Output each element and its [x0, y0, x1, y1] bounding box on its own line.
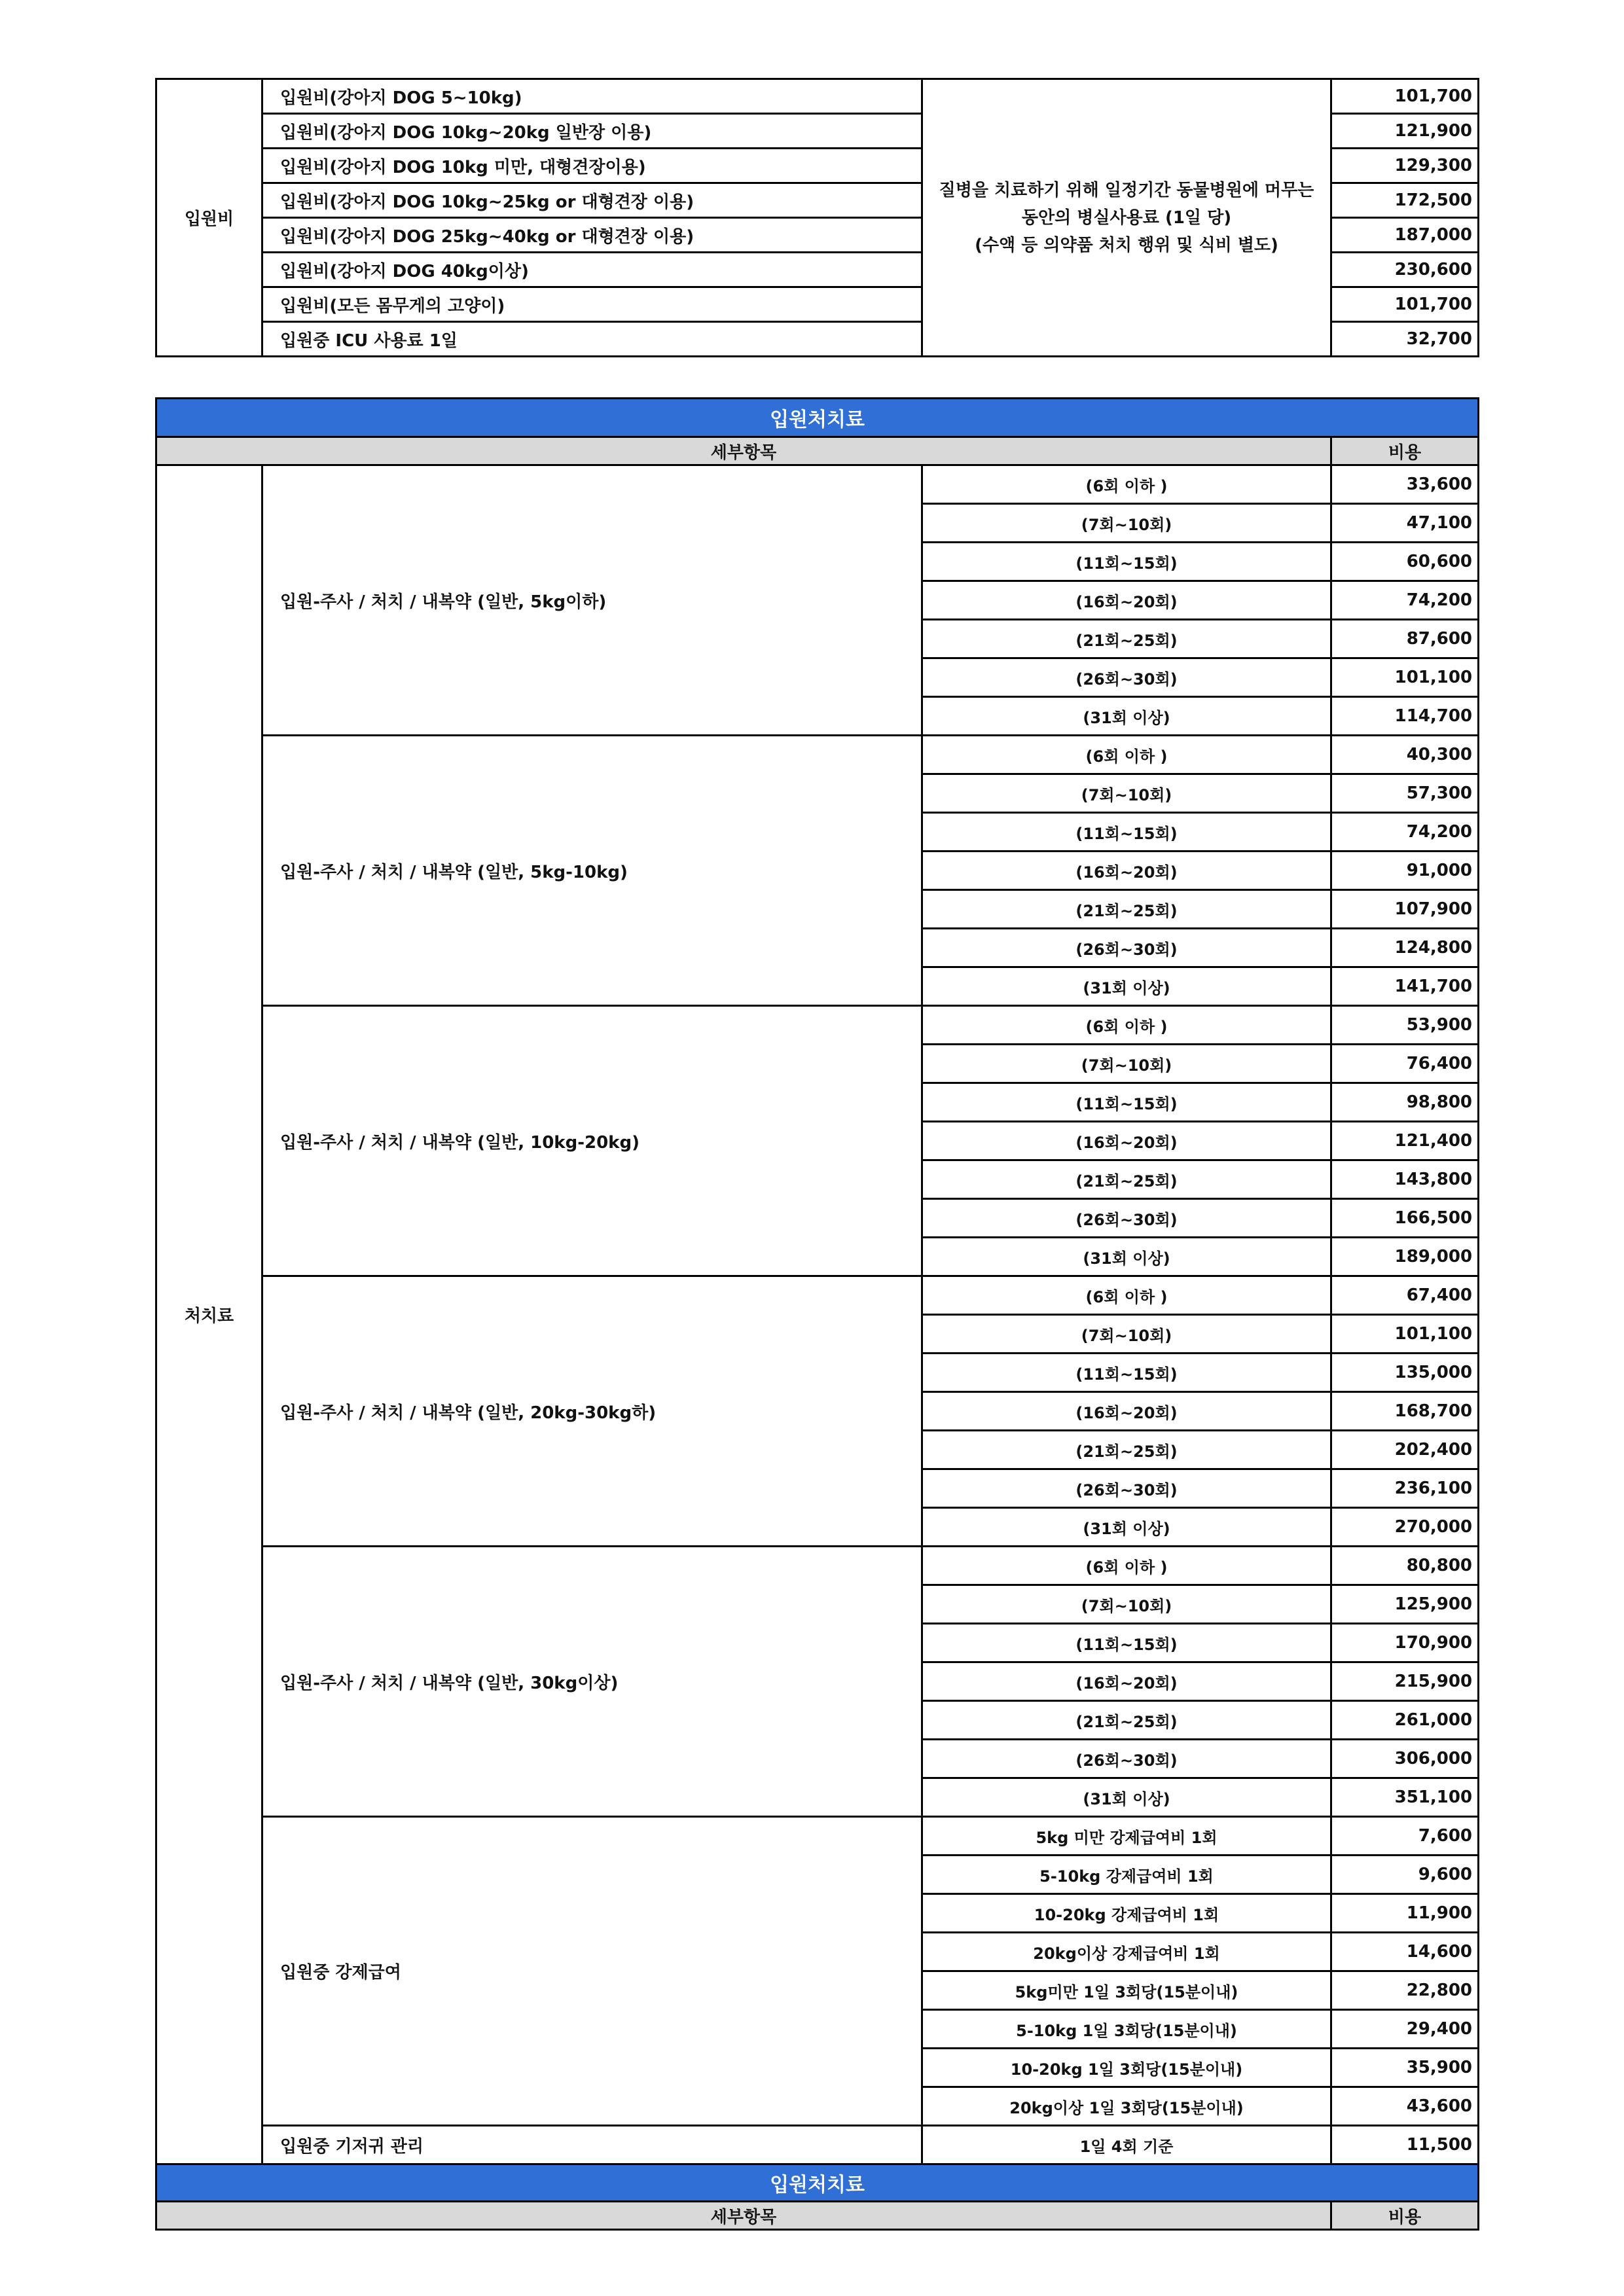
table-row	[156, 736, 1479, 774]
sub-item: (16회~20회)	[922, 1122, 1331, 1160]
group-item-name: 입원-주사 / 처치 / 내복약 (일반, 10kg-20kg)	[262, 1006, 922, 1276]
price-value: 91,000	[1331, 852, 1479, 890]
sub-item: 5kg미만 1일 3회당(15분이내)	[922, 1971, 1331, 2010]
price-value: 7,600	[1331, 1817, 1479, 1856]
price-value: 143,800	[1331, 1160, 1479, 1199]
price-value: 101,100	[1331, 1315, 1479, 1354]
sub-item: (31회 이상)	[922, 1238, 1331, 1276]
price-value: 33,600	[1331, 465, 1479, 504]
table-row	[156, 1817, 1479, 1856]
sub-item: (26회~30회)	[922, 658, 1331, 697]
item-name: 입원중 ICU 사용료 1일	[262, 322, 922, 357]
price-value: 29,400	[1331, 2010, 1479, 2049]
price-value: 9,600	[1331, 1856, 1479, 1894]
sub-item: (11회~15회)	[922, 1083, 1331, 1122]
item-name: 입원비(강아지 DOG 40kg이상)	[262, 253, 922, 287]
price-value: 11,900	[1331, 1894, 1479, 1933]
price-value: 230,600	[1331, 253, 1479, 287]
description-line: 동안의 병실사용료 (1일 당)	[1021, 207, 1232, 228]
sub-item: 20kg이상 1일 3회당(15분이내)	[922, 2087, 1331, 2126]
item-name: 입원비(강아지 DOG 10kg~20kg 일반장 이용)	[262, 114, 922, 149]
sub-item: (26회~30회)	[922, 929, 1331, 967]
group-item-name: 입원-주사 / 처치 / 내복약 (일반, 5kg-10kg)	[262, 736, 922, 1006]
sub-item: 1일 4회 기준	[922, 2126, 1331, 2164]
price-value: 187,000	[1331, 218, 1479, 253]
sub-item: (26회~30회)	[922, 1740, 1331, 1778]
price-value: 74,200	[1331, 581, 1479, 620]
price-value: 101,700	[1331, 287, 1479, 322]
price-value: 172,500	[1331, 183, 1479, 218]
sub-item: (16회~20회)	[922, 852, 1331, 890]
price-value: 22,800	[1331, 1971, 1479, 2010]
price-value: 101,100	[1331, 658, 1479, 697]
price-value: 67,400	[1331, 1276, 1479, 1315]
price-value: 306,000	[1331, 1740, 1479, 1778]
price-value: 53,900	[1331, 1006, 1479, 1045]
admission-fee-body	[156, 79, 1479, 357]
price-value: 43,600	[1331, 2087, 1479, 2126]
description-line: (수액 등 의약품 처치 행위 및 식비 별도)	[975, 235, 1278, 255]
price-value: 129,300	[1331, 149, 1479, 183]
description-line: 질병을 치료하기 위해 일정기간 동물병원에 머무는	[939, 180, 1314, 200]
sub-item: (26회~30회)	[922, 1469, 1331, 1508]
price-value: 121,400	[1331, 1122, 1479, 1160]
item-name: 입원비(강아지 DOG 25kg~40kg or 대형견장 이용)	[262, 218, 922, 253]
footer-header-item: 세부항목	[156, 2202, 1331, 2230]
group-item-name: 입원중 강제급여	[262, 1817, 922, 2126]
price-value: 80,800	[1331, 1547, 1479, 1585]
item-name: 입원비(강아지 DOG 5~10kg)	[262, 79, 922, 114]
sub-item: (21회~25회)	[922, 890, 1331, 929]
sub-item: (7회~10회)	[922, 1045, 1331, 1083]
group-item-name: 입원-주사 / 처치 / 내복약 (일반, 20kg-30kg하)	[262, 1276, 922, 1547]
price-value: 87,600	[1331, 620, 1479, 658]
sub-item: (11회~15회)	[922, 543, 1331, 581]
item-name: 입원비(모든 몸무게의 고양이)	[262, 287, 922, 322]
table-row	[156, 1547, 1479, 1585]
sub-item: (31회 이상)	[922, 967, 1331, 1006]
footer-banner: 입원처치료	[156, 2164, 1479, 2202]
admission-description	[922, 79, 1331, 357]
sub-item: 5-10kg 강제급여비 1회	[922, 1856, 1331, 1894]
price-value: 11,500	[1331, 2126, 1479, 2164]
sub-item: (21회~25회)	[922, 1431, 1331, 1469]
category-admission: 입원비	[156, 79, 262, 357]
sub-item: (21회~25회)	[922, 1160, 1331, 1199]
sub-item: (11회~15회)	[922, 1624, 1331, 1662]
price-value: 47,100	[1331, 504, 1479, 543]
sub-item: (16회~20회)	[922, 581, 1331, 620]
category-treatment: 처치료	[156, 465, 262, 2164]
item-name: 입원비(강아지 DOG 10kg 미만, 대형견장이용)	[262, 149, 922, 183]
admission-fee-table	[155, 78, 1479, 357]
sub-item: (16회~20회)	[922, 1662, 1331, 1701]
price-value: 141,700	[1331, 967, 1479, 1006]
table-row	[156, 465, 1479, 504]
sub-item: (6회 이하 )	[922, 1547, 1331, 1585]
footer-header-price: 비용	[1331, 2202, 1479, 2230]
sub-item: 5-10kg 1일 3회당(15분이내)	[922, 2010, 1331, 2049]
price-value: 98,800	[1331, 1083, 1479, 1122]
table-row	[156, 2126, 1479, 2164]
sub-item: (6회 이하 )	[922, 465, 1331, 504]
price-value: 189,000	[1331, 1238, 1479, 1276]
price-value: 74,200	[1331, 813, 1479, 852]
price-value: 40,300	[1331, 736, 1479, 774]
price-value: 125,900	[1331, 1585, 1479, 1624]
price-value: 202,400	[1331, 1431, 1479, 1469]
price-value: 124,800	[1331, 929, 1479, 967]
group-item-name: 입원-주사 / 처치 / 내복약 (일반, 5kg이하)	[262, 465, 922, 736]
sub-item: (26회~30회)	[922, 1199, 1331, 1238]
sub-item: 10-20kg 1일 3회당(15분이내)	[922, 2049, 1331, 2087]
column-header-item: 세부항목	[156, 437, 1331, 465]
sub-item: 10-20kg 강제급여비 1회	[922, 1894, 1331, 1933]
sub-item: (6회 이하 )	[922, 1006, 1331, 1045]
sub-item: (21회~25회)	[922, 1701, 1331, 1740]
price-value: 76,400	[1331, 1045, 1479, 1083]
table-row	[156, 1006, 1479, 1045]
sub-item: (7회~10회)	[922, 774, 1331, 813]
sub-item: (31회 이상)	[922, 1778, 1331, 1817]
sub-item: (31회 이상)	[922, 1508, 1331, 1547]
sub-item: (16회~20회)	[922, 1392, 1331, 1431]
sub-item: (11회~15회)	[922, 813, 1331, 852]
price-value: 114,700	[1331, 697, 1479, 736]
price-value: 215,900	[1331, 1662, 1479, 1701]
price-value: 101,700	[1331, 79, 1479, 114]
price-value: 168,700	[1331, 1392, 1479, 1431]
sub-item: (7회~10회)	[922, 504, 1331, 543]
price-value: 14,600	[1331, 1933, 1479, 1971]
price-value: 32,700	[1331, 322, 1479, 357]
sub-item: (6회 이하 )	[922, 1276, 1331, 1315]
table-row	[156, 1276, 1479, 1315]
price-value: 351,100	[1331, 1778, 1479, 1817]
treatment-fee-body	[156, 399, 1479, 2164]
price-value: 57,300	[1331, 774, 1479, 813]
item-name: 입원비(강아지 DOG 10kg~25kg or 대형견장 이용)	[262, 183, 922, 218]
price-value: 166,500	[1331, 1199, 1479, 1238]
sub-item: 5kg 미만 강제급여비 1회	[922, 1817, 1331, 1856]
price-value: 121,900	[1331, 114, 1479, 149]
price-value: 261,000	[1331, 1701, 1479, 1740]
price-value: 135,000	[1331, 1354, 1479, 1392]
price-value: 60,600	[1331, 543, 1479, 581]
sub-item: (31회 이상)	[922, 697, 1331, 736]
sub-item: 20kg이상 강제급여비 1회	[922, 1933, 1331, 1971]
price-value: 236,100	[1331, 1469, 1479, 1508]
price-value: 107,900	[1331, 890, 1479, 929]
column-header-price: 비용	[1331, 437, 1479, 465]
group-item-name: 입원-주사 / 처치 / 내복약 (일반, 30kg이상)	[262, 1547, 922, 1817]
table-row	[156, 79, 1479, 114]
sub-item: (7회~10회)	[922, 1585, 1331, 1624]
price-value: 35,900	[1331, 2049, 1479, 2087]
sub-item: (6회 이하 )	[922, 736, 1331, 774]
group-item-name: 입원중 기저귀 관리	[262, 2126, 922, 2164]
sub-item: (7회~10회)	[922, 1315, 1331, 1354]
treatment-fee-table	[155, 397, 1479, 2231]
treatment-banner: 입원처치료	[156, 399, 1479, 437]
sub-item: (21회~25회)	[922, 620, 1331, 658]
price-value: 270,000	[1331, 1508, 1479, 1547]
sub-item: (11회~15회)	[922, 1354, 1331, 1392]
price-value: 170,900	[1331, 1624, 1479, 1662]
